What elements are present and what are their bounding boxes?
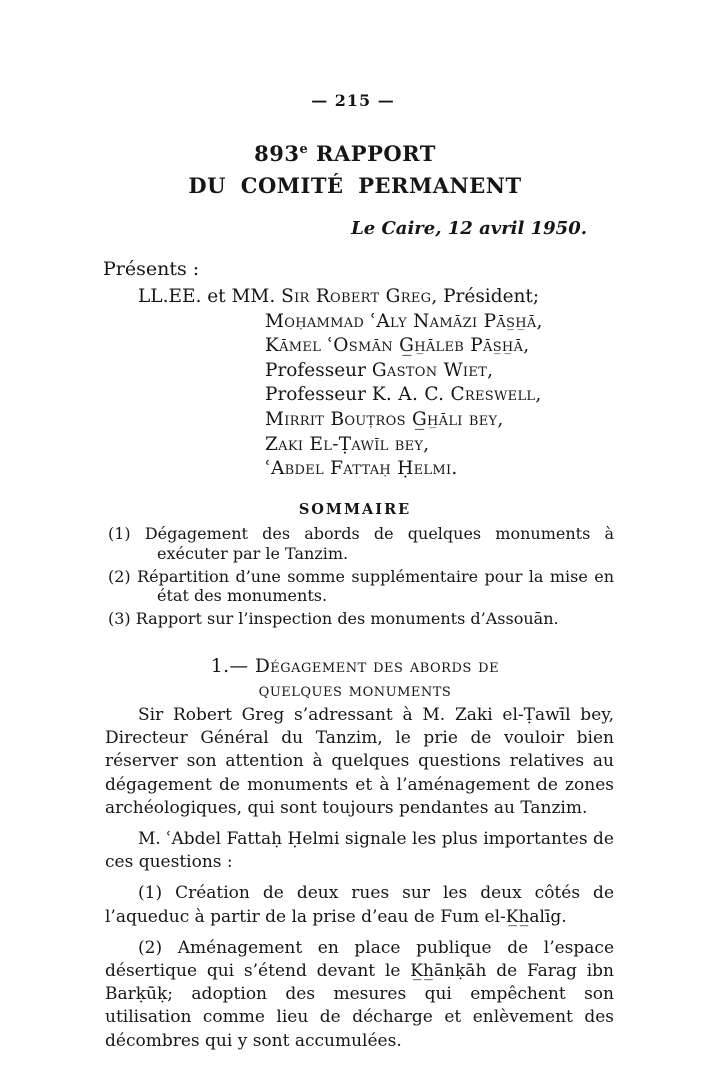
presents-label: Présents : (103, 258, 200, 280)
attendee-row (265, 433, 660, 458)
paragraph: M. ʿAbdel Fattaḥ Ḥelmi signale les plus importantes de ces questions : (105, 829, 614, 873)
attendee-prefix: Professeur (265, 384, 372, 406)
paragraph: (2) Aménagement en place publique de l’espace désertique qui s’étend devant le K̲h̲ānḳāh de Farag ibn Barḳūḳ; adoption des mesures qui empêchent son utilisation comme lieu de décharge et enlèvement des décombres qui y sont accumulées. (105, 937, 614, 1051)
report-title-number: 893 (254, 141, 300, 166)
attendee-row (265, 383, 660, 408)
section-heading-line1: 1.— Dégagement des abords de (210, 656, 500, 677)
attendee-row (265, 334, 660, 359)
attendee-row (138, 285, 660, 310)
attendee-prefix: LL.EE. et MM. (138, 286, 282, 307)
attendee-name: Zaki El-Ṭawīl bey, (265, 433, 430, 455)
report-title (0, 141, 690, 166)
attendee-name: Mirrit Bouṭros G̲h̲āli bey, (265, 408, 504, 430)
attendees-list (138, 285, 660, 482)
sommaire-item: (2) Répartition d’une somme supplémentaire pour la mise en état des monuments. (108, 566, 614, 606)
attendee-prefix: Professeur (265, 359, 372, 381)
sommaire-title: SOMMAIRE (298, 501, 412, 518)
sommaire-item: (3) Rapport sur l’inspection des monuments d’Assouān. (108, 609, 559, 629)
attendee-name: K. A. C. Creswell, (371, 384, 542, 406)
dateline: Le Caire, 12 avril 1950. (351, 218, 587, 239)
report-title-ordinal: e (299, 142, 309, 157)
body-paragraphs (105, 704, 614, 1061)
paragraph: (1) Création de deux rues sur les deux côtés de l’aqueduc à partir de la prise d’eau de Fum el-K̲h̲alīg. (105, 883, 614, 927)
attendee-row (265, 310, 660, 335)
paragraph: Sir Robert Greg s’adressant à M. Zaki el-Ṭawīl bey, Directeur Général du Tanzim, le prie de vouloir bien réserver son attention à quelques questions relatives au dégagement de monuments et à l’aménagement de zones archéologiques, qui sont toujours pendantes au Tanzim. (105, 705, 614, 818)
attendee-name: ʿAbdel Fattaḥ Ḥelmi. (265, 458, 458, 480)
attendee-name: Gaston Wiet, (371, 359, 494, 381)
section-heading (0, 655, 710, 703)
sommaire-list (108, 524, 614, 632)
committee-title: DU COMITÉ PERMANENT (188, 173, 522, 198)
section-heading-line2: quelques monuments (258, 680, 452, 701)
attendee-row (265, 408, 660, 433)
attendee-row (265, 457, 660, 482)
attendee-name: Kāmel ʿOsmān G̲h̲āleb Pās̲h̲ā, (265, 335, 530, 357)
attendee-row (265, 359, 660, 384)
attendee-name: Sir Robert Greg (281, 286, 432, 307)
sommaire-item: (1) Dégagement des abords de quelques monuments à exécuter par le Tanzim. (108, 524, 614, 563)
page-number: — 215 — (311, 91, 395, 110)
attendee-suffix: , Président; (431, 286, 540, 307)
attendee-name: Moḥammad ʿAly Namāzi Pās̲h̲ā, (265, 310, 543, 332)
report-title-word: RAPPORT (308, 141, 436, 166)
